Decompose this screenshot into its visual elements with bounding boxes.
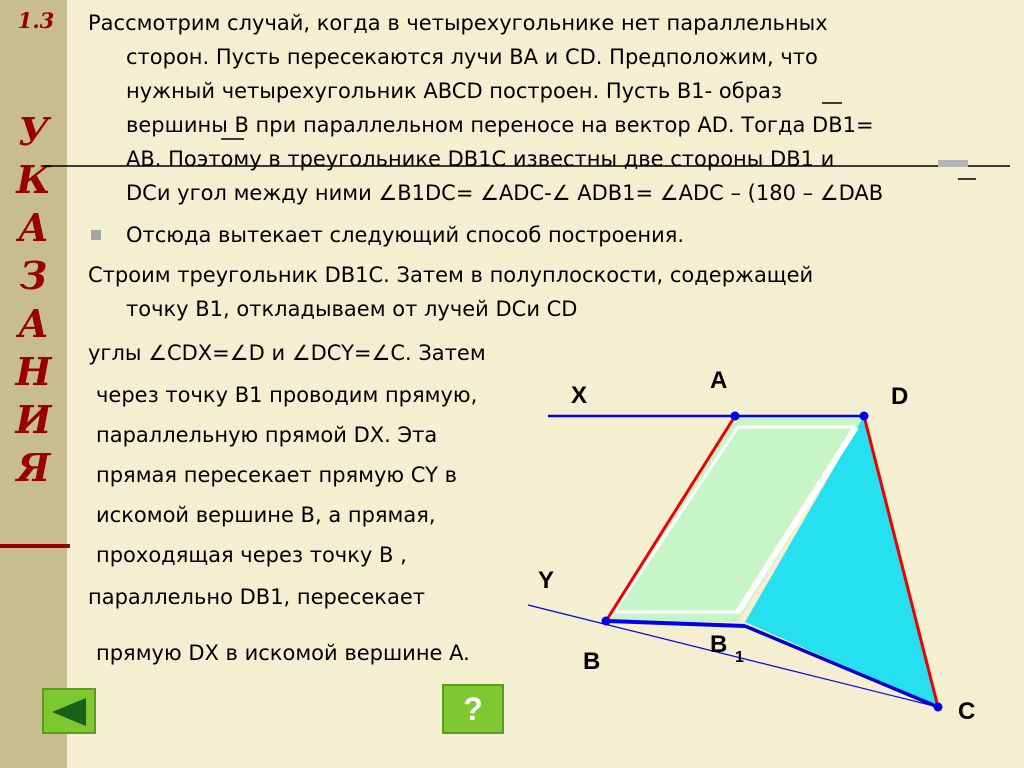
sidebar-title-letter: А (18, 205, 49, 250)
paragraph1-line: DCи угол между ними ∠B1DC= ∠ADC-∠ ADB1= ∠ADC – (180 – ∠DAB (126, 181, 884, 205)
label-b1: B (710, 631, 728, 658)
gray-marker (938, 160, 968, 167)
section-number: 1.3 (17, 8, 55, 33)
sidebar-title-letter: А (18, 301, 49, 346)
sidebar-title-letter: Н (15, 349, 52, 394)
sidebar-title-letter: К (16, 157, 51, 202)
paragraph2-line: искомой вершине B, а прямая, (96, 503, 436, 527)
paragraph2-line: Строим треугольник DB1C. Затем в полуплоскости, содержащей (88, 263, 814, 287)
triangle-left-icon (50, 696, 90, 728)
paragraph1-line: сторон. Пусть пересекаются лучи BA и CD. Предположим, что (126, 45, 818, 69)
label-c: C (958, 698, 976, 725)
paragraph2-line: параллельную прямой DX. Эта (96, 423, 438, 447)
sidebar-title-letter: У (18, 109, 49, 154)
label-x: X (571, 382, 588, 409)
paragraph2-line: прямую DX в искомой вершине A. (96, 641, 470, 665)
bullet-text: Отсюда вытекает следующий способ построения. (126, 223, 685, 247)
vertex-b (602, 617, 611, 626)
paragraph2-line: прямая пересекает прямую CY в (96, 463, 457, 487)
label-d: D (891, 383, 909, 410)
sidebar-title-letter: З (19, 253, 48, 298)
sidebar-title-letter: Я (16, 445, 51, 490)
label-a: A (710, 367, 728, 394)
back-button[interactable] (42, 688, 96, 734)
paragraph2-line: проходящая через точку B , (96, 543, 407, 567)
paragraph2-line: через точку B1 проводим прямую, (96, 383, 478, 407)
help-button[interactable] (442, 684, 504, 734)
vertex-d (860, 412, 869, 421)
paragraph1-line: Рассмотрим случай, когда в четырехугольнике нет параллельных (88, 11, 828, 35)
vertex-a (731, 412, 740, 421)
label-b: B (583, 648, 601, 675)
paragraph1-line: нужный четырехугольник ABCD построен. Пусть B1- образ (126, 79, 783, 103)
label-y: Y (538, 567, 555, 594)
label-b1-subscript: 1 (735, 649, 744, 666)
help-label: ? (463, 690, 483, 727)
paragraph2-line: точку B1, откладываем от лучей DCи CD (126, 297, 578, 321)
vertex-c (934, 703, 943, 712)
sidebar-title-letter: И (15, 397, 52, 442)
paragraph1-line: вершины B при параллельном переносе на вектор AD. Тогда DB1= (126, 113, 874, 137)
paragraph2-line: углы ∠CDX=∠D и ∠DCY=∠C. Затем (88, 341, 486, 365)
paragraph1-line: AB. Поэтому в треугольнике DB1C известны две стороны DB1 и (126, 147, 835, 171)
paragraph2-line: параллельно DB1, пересекает (88, 585, 425, 609)
